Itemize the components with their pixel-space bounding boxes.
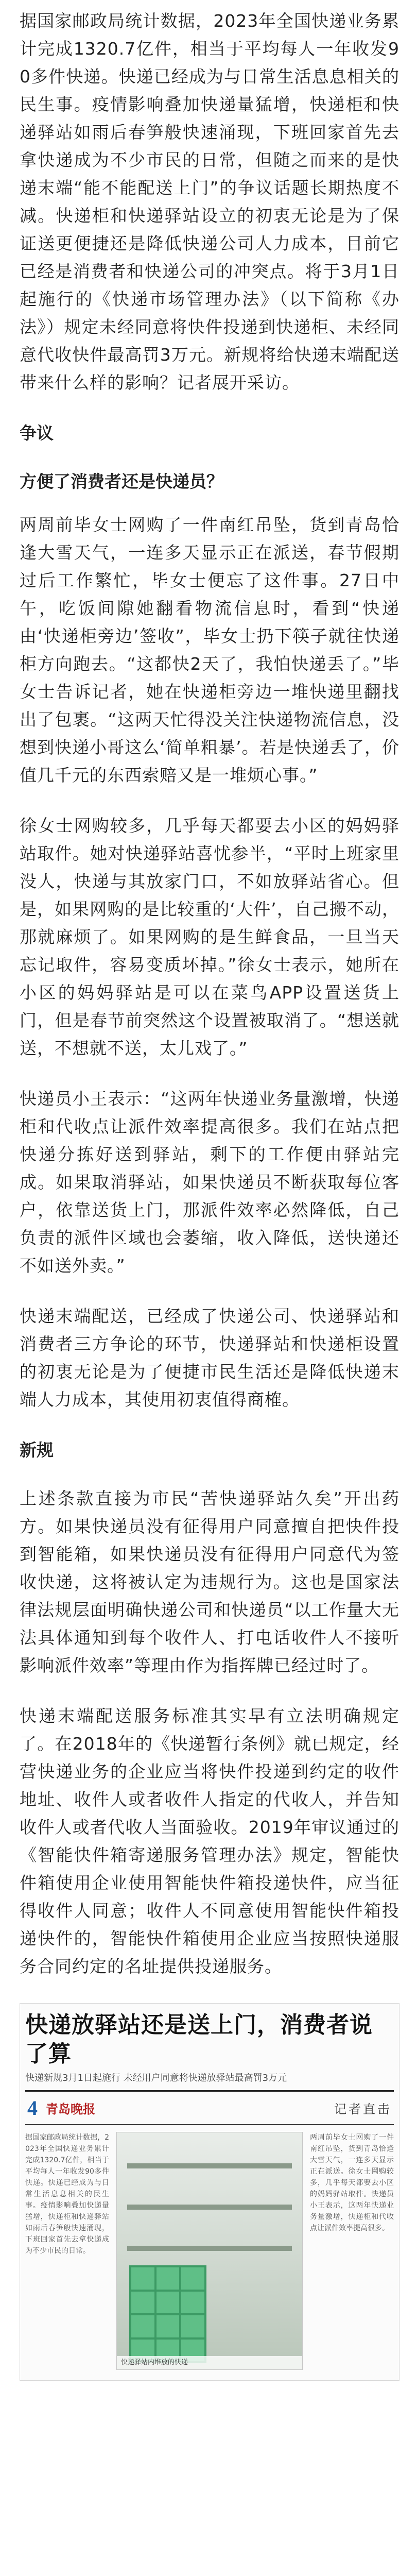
photo-shelf <box>127 2246 292 2251</box>
photo-caption: 快递驿站内堆放的快递 <box>117 2356 302 2369</box>
clipping-column-2: 两周前毕女士网购了一件南红吊坠，货到青岛恰逢大雪天气，一连多天显示正在派送。徐女士网购较多，几乎每天都要去小区的妈妈驿站取件。快递员小王表示，这两年快递业务量激增，快递柜和代收点让派件效率提高很多。 <box>310 2133 394 2232</box>
clipping-body <box>25 2132 394 2370</box>
clipping-page-number: 4 <box>27 2096 38 2120</box>
photo-shelf <box>127 2163 292 2168</box>
paragraph-rule-effect: 上述条款直接为市民“苦快递驿站久矣”开出药方。如果快递员没有征得用户同意擅自把快件投到智能箱，如果快递员没有征得用户同意代为签收快递，这将被认定为违规行为。这也是国家法律法规层面明确快递公司和快递员“以工作量大无法具体通知到每个收件人、打电话收件人不接听影响派件效率”等理由作为指挥牌已经过时了。 <box>20 1488 399 1675</box>
parcel-station-photo <box>116 2132 303 2370</box>
intro-paragraph: 据国家邮政局统计数据，2023年全国快递业务累计完成1320.7亿件，相当于平均每人一年收发90多件快递。快递已经成为与日常生活息息相关的民生事。疫情影响叠加快递量猛增，快递柜和快递驿站如雨后春笋般快速涌现，下班回家首先去拿快递成为不少市民的日常，但随之而来的是快递末端“能不能配送上门”的争议话题长期热度不减。快递柜和快递驿站设立的初衷无论是为了保证送更便捷还是降低快递公司人力成本，目前它已经是消费者和快递公司的冲突点。将于3月1日起施行的《快递市场管理办法》（以下简称《办法》）规定未经同意将快件投递到快递柜、未经同意代收快件最高罚3万元。新规将给快递末端配送带来什么样的影响？记者展开采访。 <box>20 11 399 393</box>
parcel-locker <box>129 2265 206 2363</box>
paragraph-bi-story: 两周前毕女士网购了一件南红吊坠，货到青岛恰逢大雪天气，一连多天显示正在派送，春节假期过后工作繁忙，毕女士便忘了这件事。27日中午，吃饭间隙她翻看物流信息时，看到“快递由‘快递柜旁边’签收”，毕女士扔下筷子就往快递柜方向跑去。“这都快2天了，我怕快递丢了。”毕女士告诉记者，她在快递柜旁边一堆快递里翻找出了包裹。“这两天忙得没关注快递物流信息，没想到快递小哥这么‘简单粗暴’。若是快递丢了，价值几千元的东西索赔又是一堆烦心事。” <box>20 515 399 785</box>
clipping-column-1: 据国家邮政局统计数据，2023年全国快递业务累计完成1320.7亿件，相当于平均每人一年收发90多件快递。快递已经成为与日常生活息息相关的民生事。疫情影响叠加快递量猛增，快递柜和快递驿站如雨后春笋般快速涌现，下班回家首先去拿快递成为不少市民的日常。 <box>25 2133 109 2255</box>
clipping-headline: 快递放驿站还是送上门，消费者说了算 <box>25 2012 373 2067</box>
clipping-column-name: 记者直击 <box>334 2102 392 2116</box>
clipping-masthead <box>25 2090 394 2125</box>
paragraph-legal-basis: 快递末端配送服务标准其实早有立法明确规定了。在2018年的《快递暂行条例》就已规定，经营快递业务的企业应当将快件投递到约定的收件地址、收件人或者收件人指定的代收人，并告知收件人或者代收人当面验收。2019年审议通过的《智能快件箱寄递服务管理办法》规定，智能快件箱使用企业使用智能快件箱投递快件，应当征得收件人同意；收件人不同意使用智能快件箱投递快件的，智能快件箱使用企业应当按照快递服务合同约定的名址提供投递服务。 <box>20 1706 399 1976</box>
paragraph-last-mile: 快递末端配送，已经成了快递公司、快递驿站和消费者三方争论的环节，快递驿站和快递柜设置的初衷无论是为了便捷市民生活还是降低快递末端人力成本，其使用初衷值得商榷。 <box>20 1306 399 1410</box>
photo-shelf <box>127 2205 292 2210</box>
newspaper-clipping <box>20 2003 399 2381</box>
clipping-subhead: 快递新规3月1日起施行 未经用户同意将快递放驿站最高罚3万元 <box>25 2073 287 2083</box>
section-title-new-rules: 新规 <box>20 1440 54 1460</box>
section-title-dispute: 争议 <box>20 423 54 443</box>
subsection-title-convenience: 方便了消费者还是快递员？ <box>20 471 223 492</box>
clipping-paper-name: 青岛晚报 <box>46 2102 95 2116</box>
paragraph-xu-story: 徐女士网购较多，几乎每天都要去小区的妈妈驿站取件。她对快递驿站喜忧参半，“平时上班家里没人，快递与其放家门口，不如放驿站省心。但是，如果网购的是比较重的‘大件’，自己搬不动，那就麻烦了。如果网购的是生鲜食品，一旦当天忘记取件，容易变质坏掉。”徐女士表示，她所在小区的妈妈驿站是可以在菜鸟APP设置送货上门，但是春节前突然这个设置被取消了。“想送就送，不想就不送，太儿戏了。” <box>20 816 399 1058</box>
paragraph-courier-wang: 快递员小王表示：“这两年快递业务量激增，快递柜和代收点让派件效率提高很多。我们在站点把快递分拣好送到驿站，剩下的工作便由驿站完成。如果取消驿站，如果快递员不断获取每位客户，依靠送货上门，那派件效率必然降低，自己负责的派件区域也会萎缩，收入降低，送快递还不如送外卖。” <box>20 1089 399 1276</box>
